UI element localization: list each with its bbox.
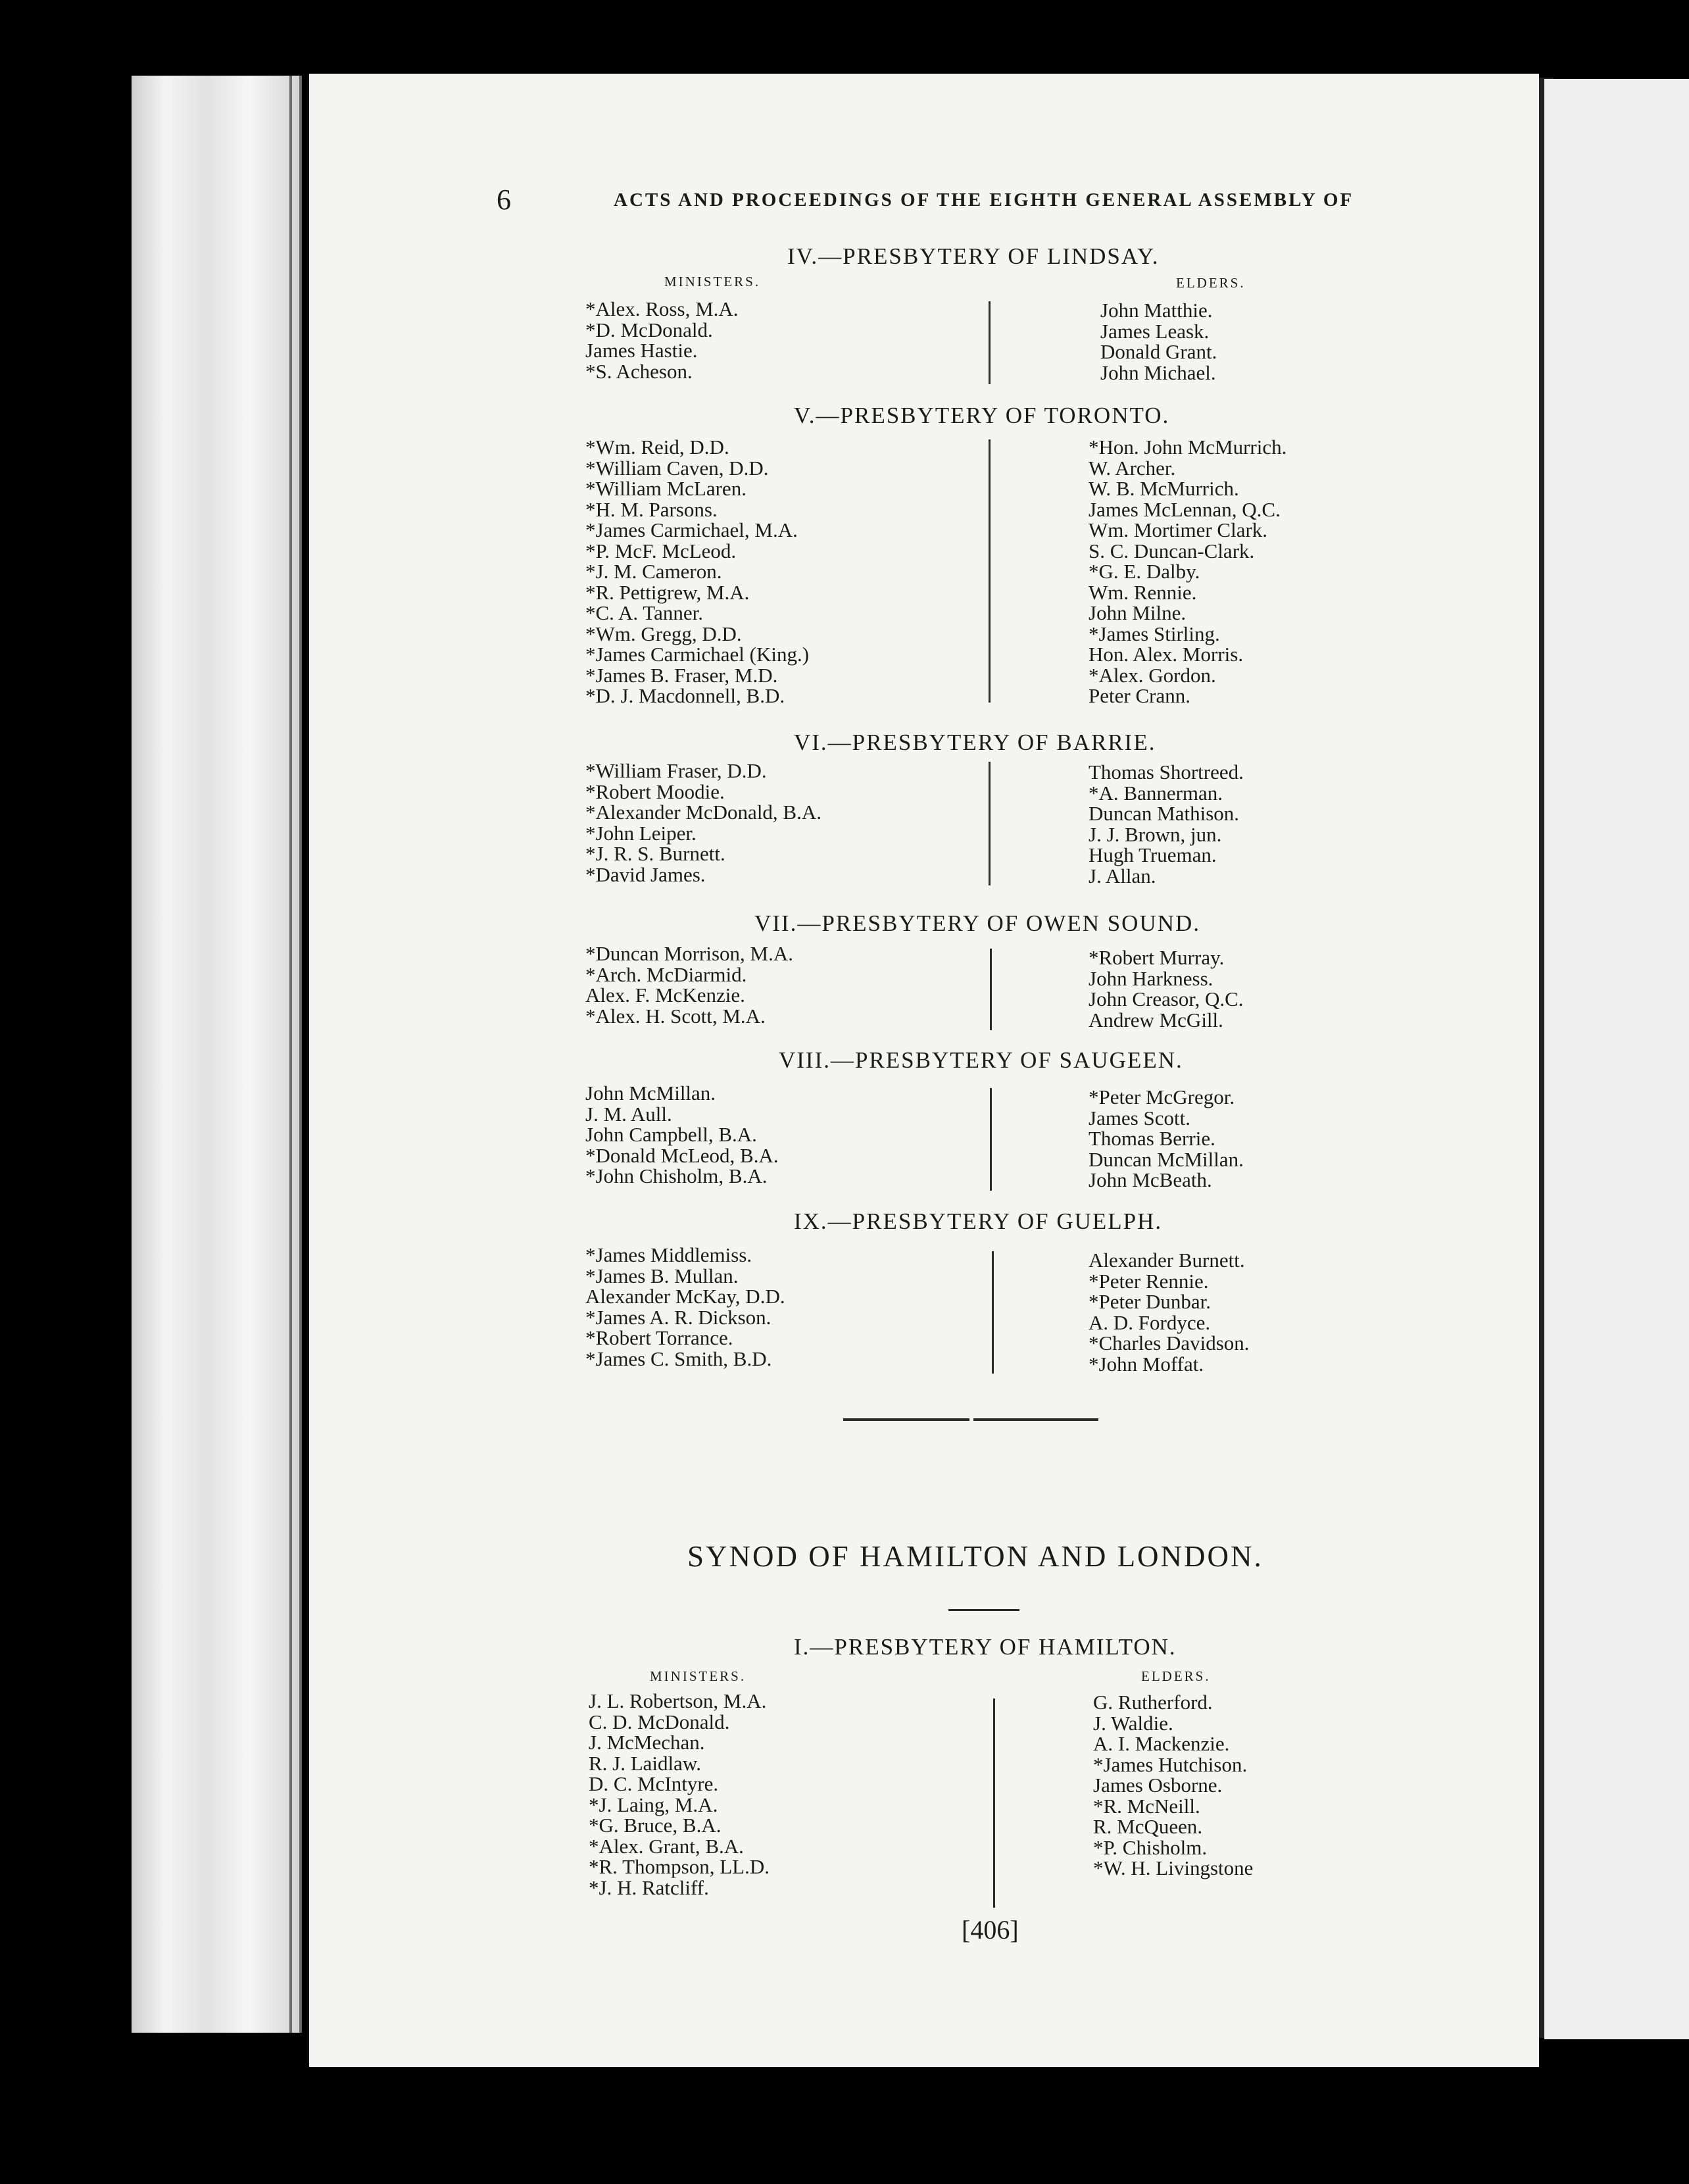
elder-name: Hugh Trueman. bbox=[1089, 843, 1217, 866]
elder-name: G. Rutherford. bbox=[1093, 1691, 1213, 1714]
elders-heading: ELDERS. bbox=[1176, 275, 1246, 291]
minister-name: *Arch. McDiarmid. bbox=[585, 962, 747, 986]
elder-name: *Alex. Gordon. bbox=[1089, 663, 1216, 687]
next-page-sheet bbox=[1544, 79, 1689, 2039]
minister-name: *Robert Moodie. bbox=[585, 780, 725, 803]
section-title-hamilton: I.—PRESBYTERY OF HAMILTON. bbox=[794, 1634, 1177, 1660]
ministers-list-toronto bbox=[585, 437, 809, 707]
elder-name: Donald Grant. bbox=[1100, 340, 1217, 363]
section-title-guelph: IX.—PRESBYTERY OF GUELPH. bbox=[794, 1208, 1163, 1234]
elder-name: John McBeath. bbox=[1089, 1168, 1212, 1191]
minister-name: *Duncan Morrison, M.A. bbox=[585, 942, 793, 965]
synod-underline bbox=[948, 1609, 1019, 1611]
elder-name: Wm. Rennie. bbox=[1089, 580, 1197, 604]
synod-title: SYNOD OF HAMILTON AND LONDON. bbox=[687, 1540, 1263, 1573]
elder-name: *Hon. John McMurrich. bbox=[1089, 435, 1287, 459]
minister-name: John Campbell, B.A. bbox=[585, 1123, 757, 1146]
document-page bbox=[309, 74, 1539, 2067]
elders-list-saugeen bbox=[1089, 1087, 1244, 1191]
column-divider bbox=[990, 1088, 992, 1191]
column-divider bbox=[992, 1251, 994, 1374]
minister-name: *Robert Torrance. bbox=[585, 1326, 733, 1349]
separator-rule-right bbox=[973, 1418, 1098, 1421]
minister-name: *James B. Fraser, M.D. bbox=[585, 663, 778, 687]
elder-name: John Creasor, Q.C. bbox=[1089, 987, 1244, 1010]
ministers-list-barrie bbox=[585, 760, 821, 885]
minister-name: *Alex. Grant, B.A. bbox=[589, 1834, 744, 1858]
elder-name: Thomas Berrie. bbox=[1089, 1127, 1215, 1150]
minister-name: *William Fraser, D.D. bbox=[585, 759, 767, 782]
elder-name: J. Waldie. bbox=[1093, 1711, 1173, 1735]
minister-name: *Donald McLeod, B.A. bbox=[585, 1143, 779, 1167]
elders-list-barrie bbox=[1089, 762, 1244, 886]
column-divider bbox=[990, 949, 992, 1030]
elder-name: Hon. Alex. Morris. bbox=[1089, 643, 1244, 666]
elder-name: Duncan Mathison. bbox=[1089, 802, 1240, 825]
elders-list-owen-sound bbox=[1089, 947, 1244, 1030]
separator-rule-left bbox=[843, 1418, 969, 1421]
minister-name: *David James. bbox=[585, 862, 706, 886]
minister-name: *James B. Mullan. bbox=[585, 1264, 739, 1287]
minister-name: *C. A. Tanner. bbox=[585, 601, 703, 624]
elder-name: *James Hutchison. bbox=[1093, 1752, 1248, 1776]
minister-name: *James Carmichael (King.) bbox=[585, 643, 810, 666]
elder-name: Andrew McGill. bbox=[1089, 1008, 1223, 1031]
minister-name: *Wm. Gregg, D.D. bbox=[585, 622, 742, 645]
section-title-barrie: VI.—PRESBYTERY OF BARRIE. bbox=[794, 730, 1156, 755]
elder-name: S. C. Duncan-Clark. bbox=[1089, 539, 1255, 562]
section-title-toronto: V.—PRESBYTERY OF TORONTO. bbox=[794, 403, 1170, 428]
minister-name: *R. Thompson, LL.D. bbox=[589, 1855, 770, 1878]
elder-name: A. D. Fordyce. bbox=[1089, 1310, 1211, 1334]
minister-name: Alexander McKay, D.D. bbox=[585, 1285, 785, 1308]
minister-name: D. C. McIntyre. bbox=[589, 1772, 719, 1795]
minister-name: *J. M. Cameron. bbox=[585, 560, 722, 583]
page-number: 6 bbox=[497, 184, 511, 216]
section-title-owen-sound: VII.—PRESBYTERY OF OWEN SOUND. bbox=[754, 910, 1201, 936]
elder-name: *John Moffat. bbox=[1089, 1352, 1204, 1376]
elder-name: *R. McNeill. bbox=[1093, 1794, 1200, 1818]
elder-name: Peter Crann. bbox=[1089, 684, 1190, 707]
minister-name: *S. Acheson. bbox=[585, 359, 693, 383]
minister-name: *James C. Smith, B.D. bbox=[585, 1347, 772, 1370]
elder-name: *Charles Davidson. bbox=[1089, 1331, 1250, 1354]
minister-name: *James A. R. Dickson. bbox=[585, 1305, 771, 1329]
elders-list-guelph bbox=[1089, 1250, 1250, 1374]
elder-name: R. McQueen. bbox=[1093, 1815, 1203, 1838]
ministers-heading: MINISTERS. bbox=[650, 1668, 747, 1684]
elder-name: *W. H. Livingstone bbox=[1093, 1856, 1254, 1879]
elder-name: *Peter Rennie. bbox=[1089, 1269, 1209, 1293]
column-divider bbox=[989, 439, 991, 703]
elder-name: James McLennan, Q.C. bbox=[1089, 497, 1281, 521]
minister-name: *William Caven, D.D. bbox=[585, 456, 769, 480]
elder-name: *G. E. Dalby. bbox=[1089, 560, 1200, 583]
gutter-edge-line bbox=[289, 76, 292, 2033]
elders-list-hamilton bbox=[1093, 1692, 1253, 1879]
elder-name: *Peter Dunbar. bbox=[1089, 1290, 1211, 1313]
minister-name: *D. J. Macdonnell, B.D. bbox=[585, 684, 785, 707]
elder-name: A. I. Mackenzie. bbox=[1093, 1732, 1230, 1755]
elder-name: Duncan McMillan. bbox=[1089, 1147, 1244, 1171]
elder-name: *Peter McGregor. bbox=[1089, 1085, 1235, 1108]
elder-name: J. Allan. bbox=[1089, 864, 1156, 887]
column-divider bbox=[989, 301, 991, 384]
elder-name: James Leask. bbox=[1100, 319, 1210, 343]
minister-name: J. L. Robertson, M.A. bbox=[589, 1689, 767, 1712]
elder-name: John Michael. bbox=[1100, 360, 1216, 384]
elders-list-lindsay bbox=[1100, 300, 1217, 383]
running-head: ACTS AND PROCEEDINGS OF THE EIGHTH GENERAL ASSEMBLY OF bbox=[614, 189, 1354, 211]
minister-name: James Hastie. bbox=[585, 339, 698, 362]
ministers-list-hamilton bbox=[589, 1691, 770, 1898]
section-title-saugeen: VIII.—PRESBYTERY OF SAUGEEN. bbox=[779, 1047, 1183, 1073]
ministers-list-guelph bbox=[585, 1245, 785, 1369]
minister-name: *John Leiper. bbox=[585, 821, 697, 845]
elder-name: *P. Chisholm. bbox=[1093, 1835, 1208, 1859]
minister-name: *G. Bruce, B.A. bbox=[589, 1814, 722, 1837]
elder-name: John Milne. bbox=[1089, 601, 1187, 624]
minister-name: *J. Laing, M.A. bbox=[589, 1793, 718, 1816]
elder-name: W. B. McMurrich. bbox=[1089, 477, 1239, 500]
minister-name: *H. M. Parsons. bbox=[585, 497, 718, 521]
elder-name: *James Stirling. bbox=[1089, 622, 1220, 645]
page-edge-line bbox=[299, 76, 302, 2033]
elder-name: John Harkness. bbox=[1089, 966, 1213, 990]
elder-name: W. Archer. bbox=[1089, 456, 1176, 480]
elder-name: Wm. Mortimer Clark. bbox=[1089, 518, 1268, 541]
ministers-list-lindsay bbox=[585, 299, 739, 382]
column-divider bbox=[989, 762, 991, 885]
section-title-lindsay: IV.—PRESBYTERY OF LINDSAY. bbox=[787, 243, 1160, 269]
ministers-list-saugeen bbox=[585, 1083, 779, 1187]
elder-name: James Scott. bbox=[1089, 1106, 1190, 1129]
elder-name: Alexander Burnett. bbox=[1089, 1249, 1245, 1272]
minister-name: *D. McDonald. bbox=[585, 318, 713, 341]
minister-name: *James Carmichael, M.A. bbox=[585, 518, 798, 541]
elders-heading: ELDERS. bbox=[1141, 1668, 1211, 1684]
ministers-heading: MINISTERS. bbox=[664, 274, 761, 289]
minister-name: *R. Pettigrew, M.A. bbox=[585, 580, 750, 604]
minister-name: *Alexander McDonald, B.A. bbox=[585, 801, 821, 824]
minister-name: *Wm. Reid, D.D. bbox=[585, 435, 729, 459]
minister-name: John McMillan. bbox=[585, 1081, 716, 1104]
elder-name: *Robert Murray. bbox=[1089, 946, 1225, 969]
minister-name: J. M. Aull. bbox=[585, 1102, 672, 1126]
elder-name: J. J. Brown, jun. bbox=[1089, 822, 1222, 846]
minister-name: *Alex. H. Scott, M.A. bbox=[585, 1004, 766, 1028]
minister-name: C. D. McDonald. bbox=[589, 1710, 730, 1733]
minister-name: *J. H. Ratcliff. bbox=[589, 1875, 709, 1899]
footer-page-number: [406] bbox=[962, 1915, 1019, 1945]
minister-name: *William McLaren. bbox=[585, 477, 747, 500]
minister-name: *P. McF. McLeod. bbox=[585, 539, 737, 562]
elder-name: James Osborne. bbox=[1093, 1774, 1223, 1797]
minister-name: J. McMechan. bbox=[589, 1731, 705, 1754]
minister-name: *J. R. S. Burnett. bbox=[585, 842, 725, 865]
minister-name: *John Chisholm, B.A. bbox=[585, 1164, 768, 1187]
book-gutter bbox=[132, 76, 299, 2033]
minister-name: R. J. Laidlaw. bbox=[589, 1751, 702, 1775]
minister-name: Alex. F. McKenzie. bbox=[585, 983, 745, 1006]
minister-name: *James Middlemiss. bbox=[585, 1243, 752, 1266]
elders-list-toronto bbox=[1089, 437, 1286, 707]
elder-name: *A. Bannerman. bbox=[1089, 781, 1223, 805]
elder-name: Thomas Shortreed. bbox=[1089, 760, 1244, 783]
elder-name: John Matthie. bbox=[1100, 299, 1213, 322]
ministers-list-owen-sound bbox=[585, 943, 793, 1026]
minister-name: *Alex. Ross, M.A. bbox=[585, 297, 739, 320]
column-divider bbox=[993, 1699, 995, 1908]
